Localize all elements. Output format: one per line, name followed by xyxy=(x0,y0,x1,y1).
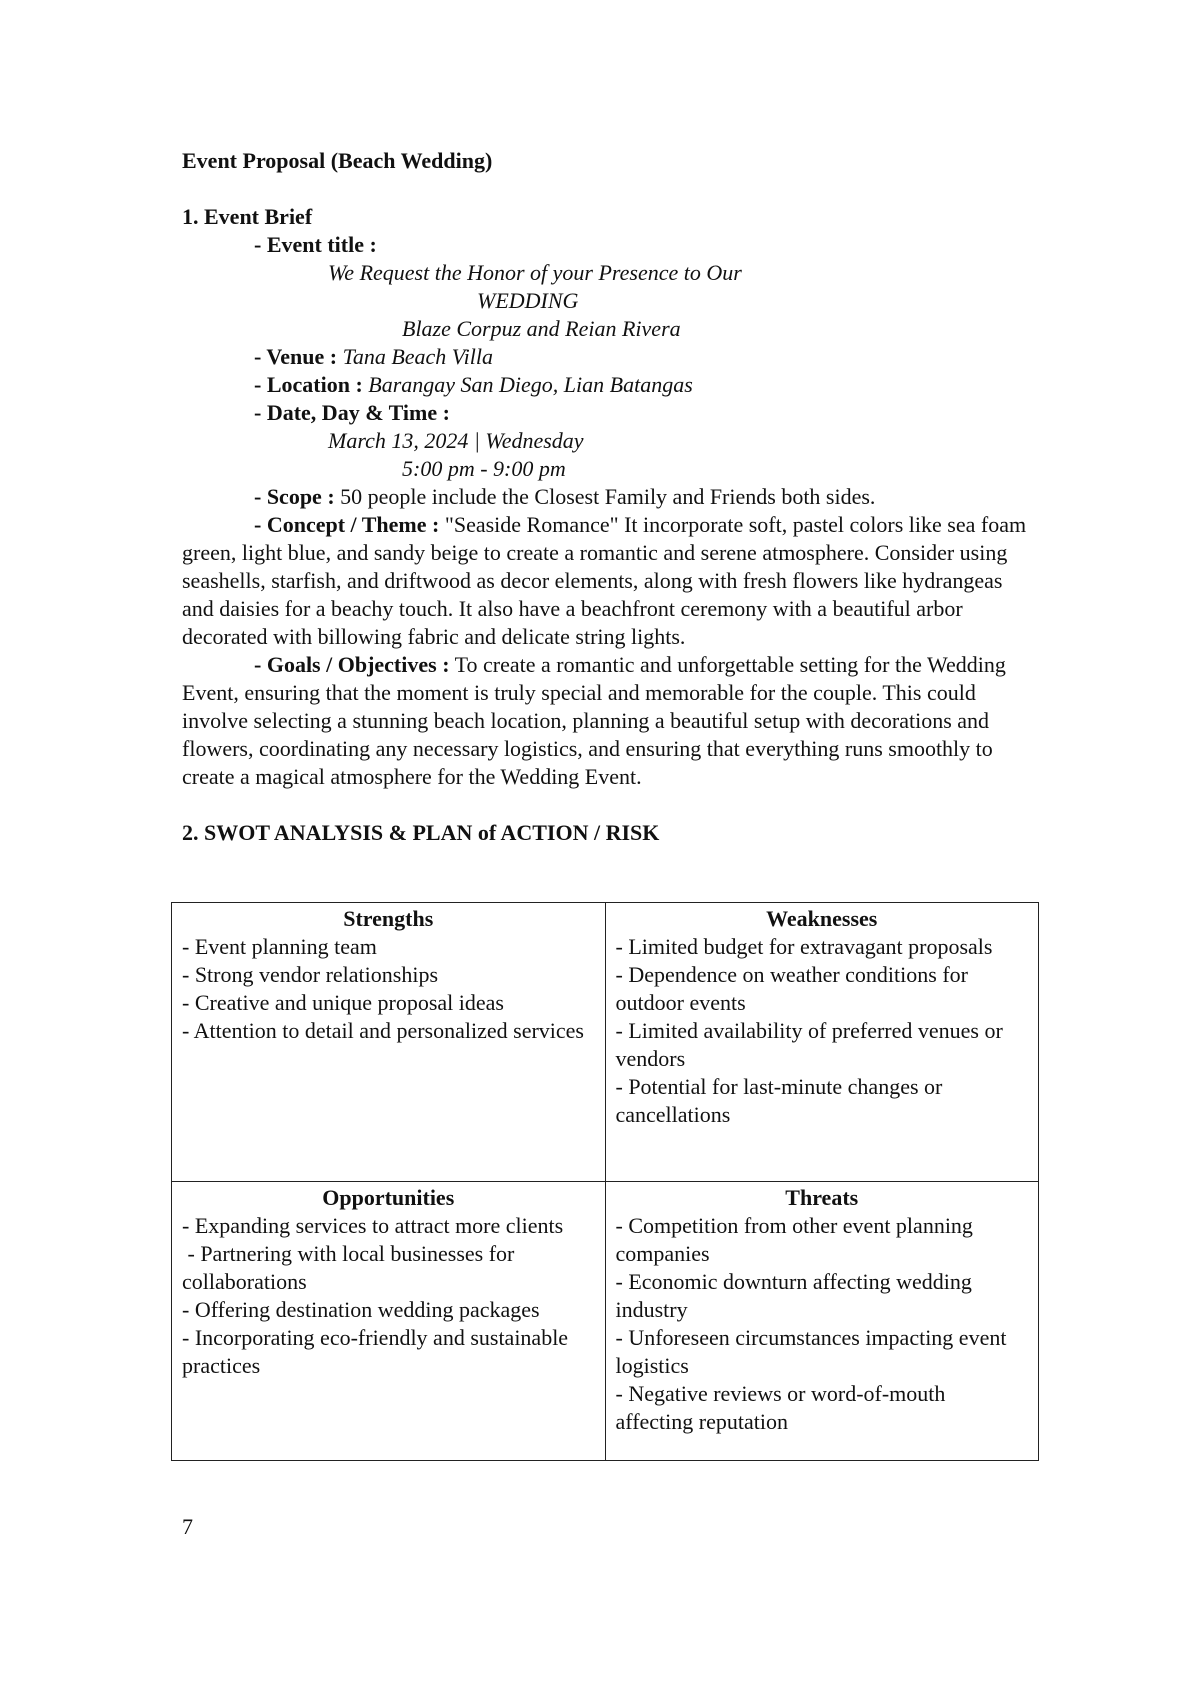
threats-item: - Competition from other event planning companies xyxy=(615,1213,973,1266)
location-row xyxy=(182,371,1032,399)
date-value: March 13, 2024 | Wednesday xyxy=(328,428,584,453)
strengths-item: - Creative and unique proposal ideas xyxy=(182,990,504,1015)
scope-row xyxy=(182,483,1032,511)
opportunities-header: Opportunities xyxy=(322,1185,455,1210)
strengths-header: Strengths xyxy=(343,906,434,931)
threats-cell xyxy=(605,1182,1039,1461)
concept-value: "Seaside Romance" It incorporate soft, pastel colors like sea foam green, light blue, and sandy beige to create a romantic and serene atmosphere. Consider using seashells, starfish, and driftwood as decor elements, along with fresh flowers like hydrangeas and daisies for a beachy touch. It also have a beachfront ceremony with a beautiful arbor decorated with billowing fabric and delicate string lights. xyxy=(182,512,1027,649)
threats-header: Threats xyxy=(785,1185,859,1210)
scope-value: 50 people include the Closest Family and Friends both sides. xyxy=(340,484,876,509)
opportunities-item: - Expanding services to attract more clients xyxy=(182,1213,564,1238)
goals-label: - Goals / Objectives : xyxy=(254,652,450,677)
strengths-item: - Strong vendor relationships xyxy=(182,962,439,987)
section-heading-swot: 2. SWOT ANALYSIS & PLAN of ACTION / RISK xyxy=(182,820,660,845)
strengths-item: - Attention to detail and personalized services xyxy=(182,1018,584,1043)
opportunities-item: - Incorporating eco-friendly and sustainable practices xyxy=(182,1325,569,1378)
concept-label: - Concept / Theme : xyxy=(254,512,440,537)
swot-row-1 xyxy=(172,903,1039,1182)
swot-row-2 xyxy=(172,1182,1039,1461)
threats-item: - Economic downturn affecting wedding industry xyxy=(615,1269,972,1322)
event-title-line-3: Blaze Corpuz and Reian Rivera xyxy=(402,316,681,341)
threats-item: - Unforeseen circumstances impacting event logistics xyxy=(615,1325,1007,1378)
weaknesses-item: - Limited budget for extravagant proposals xyxy=(615,934,993,959)
event-title-line-1: We Request the Honor of your Presence to Our xyxy=(328,260,742,285)
venue-row xyxy=(182,343,1032,371)
weaknesses-item: - Limited availability of preferred venues or vendors xyxy=(615,1018,1003,1071)
location-value: Barangay San Diego, Lian Batangas xyxy=(368,372,693,397)
section-heading-event-brief: 1. Event Brief xyxy=(182,204,313,229)
swot-table xyxy=(171,902,1039,1461)
time-value: 5:00 pm - 9:00 pm xyxy=(402,456,566,481)
document-title: Event Proposal (Beach Wedding) xyxy=(182,148,493,173)
threats-item: - Negative reviews or word-of-mouth affecting reputation xyxy=(615,1381,946,1434)
event-title-label: - Event title : xyxy=(254,232,377,257)
venue-label: - Venue : xyxy=(254,344,338,369)
venue-value: Tana Beach Villa xyxy=(342,344,493,369)
weaknesses-item: - Dependence on weather conditions for outdoor events xyxy=(615,962,968,1015)
page-number: 7 xyxy=(182,1514,193,1539)
concept-paragraph xyxy=(182,511,1032,651)
goals-value: To create a romantic and unforgettable setting for the Wedding Event, ensuring that the moment is truly special and memorable for the couple. This could involve selecting a stunning beach location, planning a beautiful setup with decorations and flowers, coordinating any necessary logistics, and ensuring that everything runs smoothly to create a magical atmosphere for the Wedding Event. xyxy=(182,652,1006,789)
document-body xyxy=(182,147,1032,847)
opportunities-cell xyxy=(172,1182,606,1461)
strengths-cell xyxy=(172,903,606,1182)
datetime-label: - Date, Day & Time : xyxy=(254,400,450,425)
weaknesses-header: Weaknesses xyxy=(766,906,878,931)
event-title-line-2: WEDDING xyxy=(477,288,579,313)
location-label: - Location : xyxy=(254,372,363,397)
weaknesses-cell xyxy=(605,903,1039,1182)
strengths-item: - Event planning team xyxy=(182,934,377,959)
weaknesses-item: - Potential for last-minute changes or cancellations xyxy=(615,1074,943,1127)
opportunities-item: - Partnering with local businesses for collaborations xyxy=(182,1241,520,1294)
opportunities-item: - Offering destination wedding packages xyxy=(182,1297,540,1322)
goals-paragraph xyxy=(182,651,1032,791)
scope-label: - Scope : xyxy=(254,484,335,509)
